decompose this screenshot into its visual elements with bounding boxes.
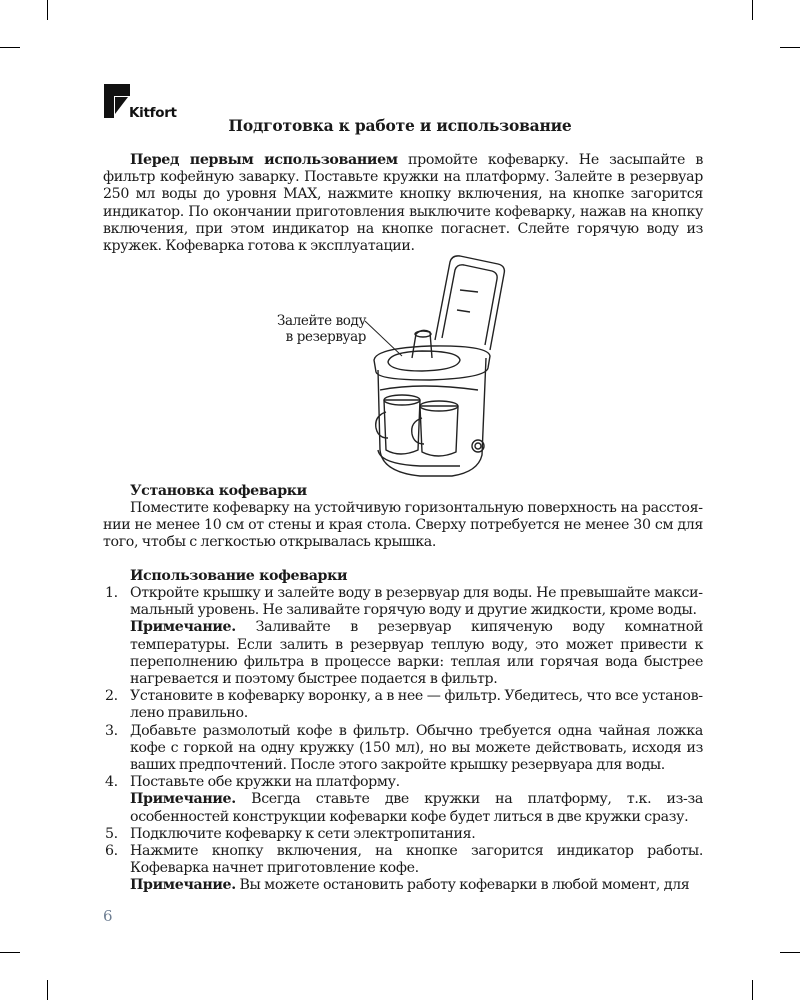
step-item xyxy=(103,843,703,877)
step-note xyxy=(103,791,703,825)
step-item xyxy=(103,826,703,843)
page-number: 6 xyxy=(103,907,113,925)
crop-mark xyxy=(752,0,753,20)
crop-mark xyxy=(47,980,48,1000)
note-label: Примечание. xyxy=(130,619,236,636)
note-label: Примечание. xyxy=(130,877,236,894)
note-text: Всегда ставьте две кружки на платформу, т.к. из-за особенностей конструкции кофеварки кофе будет литься в две кружки сразу. xyxy=(130,791,703,825)
installation-paragraph: Поместите кофеварку на устойчивую горизонтальную поверхность на расстоянии не менее 10 см от стены и края стола. Сверху потребуется не менее 30 см для того, чтобы с легкостью открывалась крышка. xyxy=(103,500,703,551)
step-number: 2. xyxy=(105,688,118,705)
step-note xyxy=(103,619,703,688)
intro-lead: Перед первым использованием xyxy=(130,152,398,168)
note-label: Примечание. xyxy=(130,791,236,808)
crop-mark xyxy=(780,952,800,953)
step-item xyxy=(103,774,703,791)
step-text: Установите в кофеварку воронку, а в нее — фильтр. Убедитесь, что все установлено правильно. xyxy=(130,688,703,722)
callout-line-2: в резервуар xyxy=(285,329,366,345)
step-number: 5. xyxy=(105,825,118,842)
crop-mark xyxy=(780,47,800,48)
crop-mark xyxy=(0,47,20,48)
kitfort-logo-icon xyxy=(104,84,130,118)
usage-steps xyxy=(103,585,703,895)
step-text: Откройте крышку и залейте воду в резервуар для воды. Не превышайте максимальный уровень. Не заливайте горячую воду и другие жидкости, кроме воды. xyxy=(130,585,703,619)
step-text: Добавьте размолотый кофе в фильтр. Обычно требуется одна чайная ложка кофе с горкой на одну кружку (150 мл), но вы можете действовать, исходя из ваших предпочтений. После этого закройте крышку резервуара для воды. xyxy=(130,722,703,774)
step-text: Нажмите кнопку включения, на кнопке загорится индикатор работы. Кофеварка начнет приготовление кофе. xyxy=(130,843,703,877)
note-text: Вы можете остановить работу кофеварки в любой момент, для xyxy=(235,877,690,894)
step-number: 1. xyxy=(105,585,118,601)
coffee-maker-illustration xyxy=(360,250,520,485)
step-note xyxy=(103,877,703,894)
usage-heading: Использование кофеварки xyxy=(130,568,348,584)
crop-mark xyxy=(47,0,48,20)
step-text: Подключите кофеварку к сети электропитания. xyxy=(130,825,476,842)
step-text: Поставьте обе кружки на платформу. xyxy=(130,774,400,791)
crop-mark xyxy=(752,980,753,1000)
callout-line-1: Залейте воду xyxy=(277,313,366,329)
installation-heading: Установка кофеварки xyxy=(130,483,307,499)
step-number: 3. xyxy=(105,722,118,739)
intro-paragraph xyxy=(103,152,703,255)
crop-mark xyxy=(0,952,20,953)
figure-callout xyxy=(262,313,366,345)
brand-name: Kitfort xyxy=(129,105,177,121)
step-item xyxy=(103,723,703,775)
note-text: Заливайте в резервуар кипяченую воду комнатной температуры. Если залить в резервуар теплую воду, это может привести к переполнению фильтра в процессе варки: теплая или горячая вода быстрее нагревается и поэтому быстрее подается в фильтр. xyxy=(130,619,703,688)
step-number: 4. xyxy=(105,774,118,791)
step-item xyxy=(103,585,703,619)
intro-text: промойте кофеварку. Не засыпайте в фильтр кофейную заварку. Поставьте кружки на платформу. Залейте в резервуар 250 мл воды до уровня MAX, нажмите кнопку включения, на кнопке загорится индикатор. По окончании приготовления выключите кофеварку, нажав на кнопку включения, при этом индикатор на кнопке погаснет. Слейте горячую воду из кружек. Кофеварка готова к эксплуатации. xyxy=(103,152,703,255)
page-title: Подготовка к работе и использование xyxy=(228,116,572,135)
step-number: 6. xyxy=(105,843,118,860)
step-item xyxy=(103,688,703,722)
